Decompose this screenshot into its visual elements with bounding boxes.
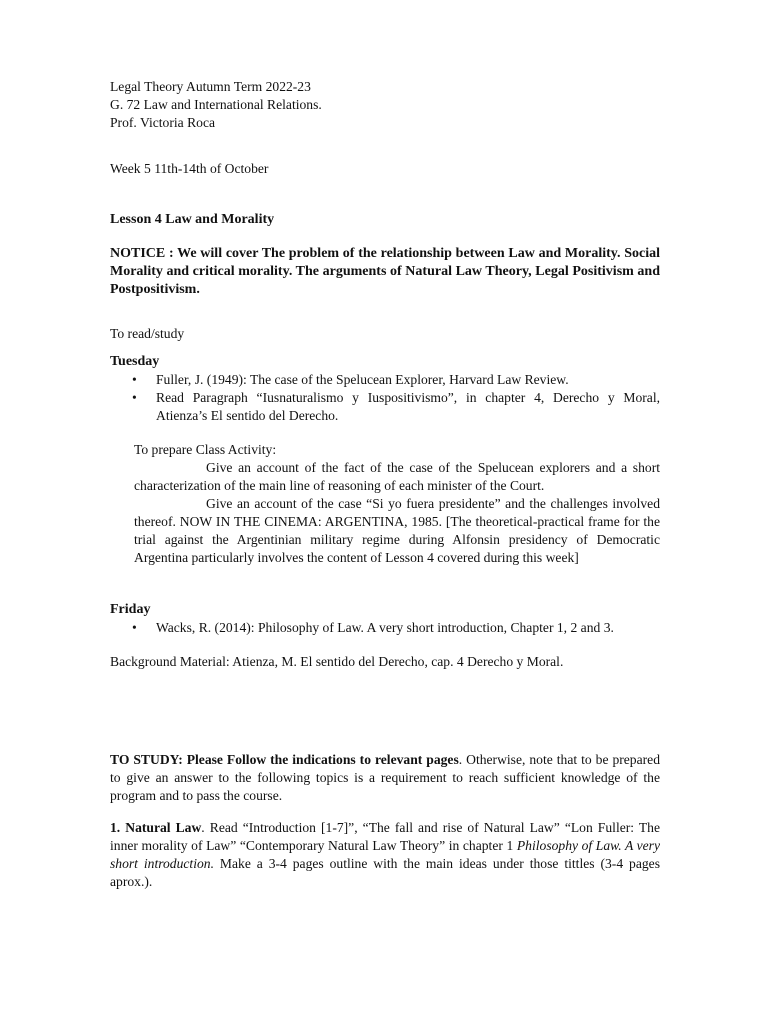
list-item [110, 389, 660, 425]
tuesday-heading: Tuesday [110, 354, 160, 369]
natural-law-book-title: Philosophy of Law. A very short introduction. [110, 838, 660, 871]
natural-law-title: 1. Natural Law [110, 820, 202, 835]
header-group: G. 72 Law and International Relations. [110, 97, 322, 112]
natural-law-text-2: Make a 3-4 pages outline with the main ideas under those tittles (3-4 pages aprox.). [110, 856, 660, 889]
background-material: Background Material: Atienza, M. El sentido del Derecho, cap. 4 Derecho y Moral. [110, 654, 564, 669]
activity-2: Give an account of the case “Si yo fuera presidente” and the challenges involved thereof. NOW IN THE CINEMA: ARGENTINA, 1985. [The theoretical-practical frame for the trial against the Argentinian military regime during Alfonsin presidency of Democratic Argentina particularly involves the content of Lesson 4 covered during this week] [134, 496, 660, 565]
list-item [110, 371, 660, 389]
friday-readings [110, 619, 660, 637]
activity-block [110, 459, 660, 567]
bullet: • [132, 620, 137, 635]
activity-1: Give an account of the fact of the case of the Spelucean explorers and a short characterization of the main line of reasoning of each minister of the Court. [134, 460, 660, 493]
document-page [110, 78, 660, 891]
to-study-heading: TO STUDY: Please Follow the indications to relevant pages [110, 752, 459, 767]
lesson-title: Lesson 4 Law and Morality [110, 212, 275, 227]
list-item [110, 619, 660, 637]
natural-law-paragraph [110, 819, 660, 891]
friday-heading: Friday [110, 602, 151, 617]
header-course: Legal Theory Autumn Term 2022-23 [110, 79, 311, 94]
week-line: Week 5 11th-14th of October [110, 161, 269, 176]
tuesday-readings [110, 371, 660, 425]
reading-text: Fuller, J. (1949): The case of the Spelucean Explorer, Harvard Law Review. [156, 372, 569, 387]
natural-law-text-1: . Read “Introduction [1-7]”, “The fall and rise of Natural Law” “Lon Fuller: The inner morality of Law” “Contemporary Natural Law Theory” in chapter 1 [110, 820, 660, 853]
bullet: • [132, 372, 137, 387]
to-read-label: To read/study [110, 326, 185, 341]
to-study-text: . Otherwise, note that to be prepared to give an answer to the following topics is a requirement to reach sufficient knowledge of the program and to pass the course. [110, 752, 660, 803]
reading-text: Wacks, R. (2014): Philosophy of Law. A very short introduction, Chapter 1, 2 and 3. [156, 620, 614, 635]
prepare-activity-label: To prepare Class Activity: [134, 442, 277, 457]
bullet: • [132, 390, 137, 405]
to-study-paragraph [110, 751, 660, 805]
reading-text: Read Paragraph “Iusnaturalismo y Iuspositivismo”, in chapter 4, Derecho y Moral, Atienza’s El sentido del Derecho. [156, 390, 660, 423]
header-professor: Prof. Victoria Roca [110, 115, 216, 130]
notice-paragraph: NOTICE : We will cover The problem of the relationship between Law and Morality. Social Morality and critical morality. The arguments of Natural Law Theory, Legal Positivism and Postpositivism. [110, 246, 660, 297]
